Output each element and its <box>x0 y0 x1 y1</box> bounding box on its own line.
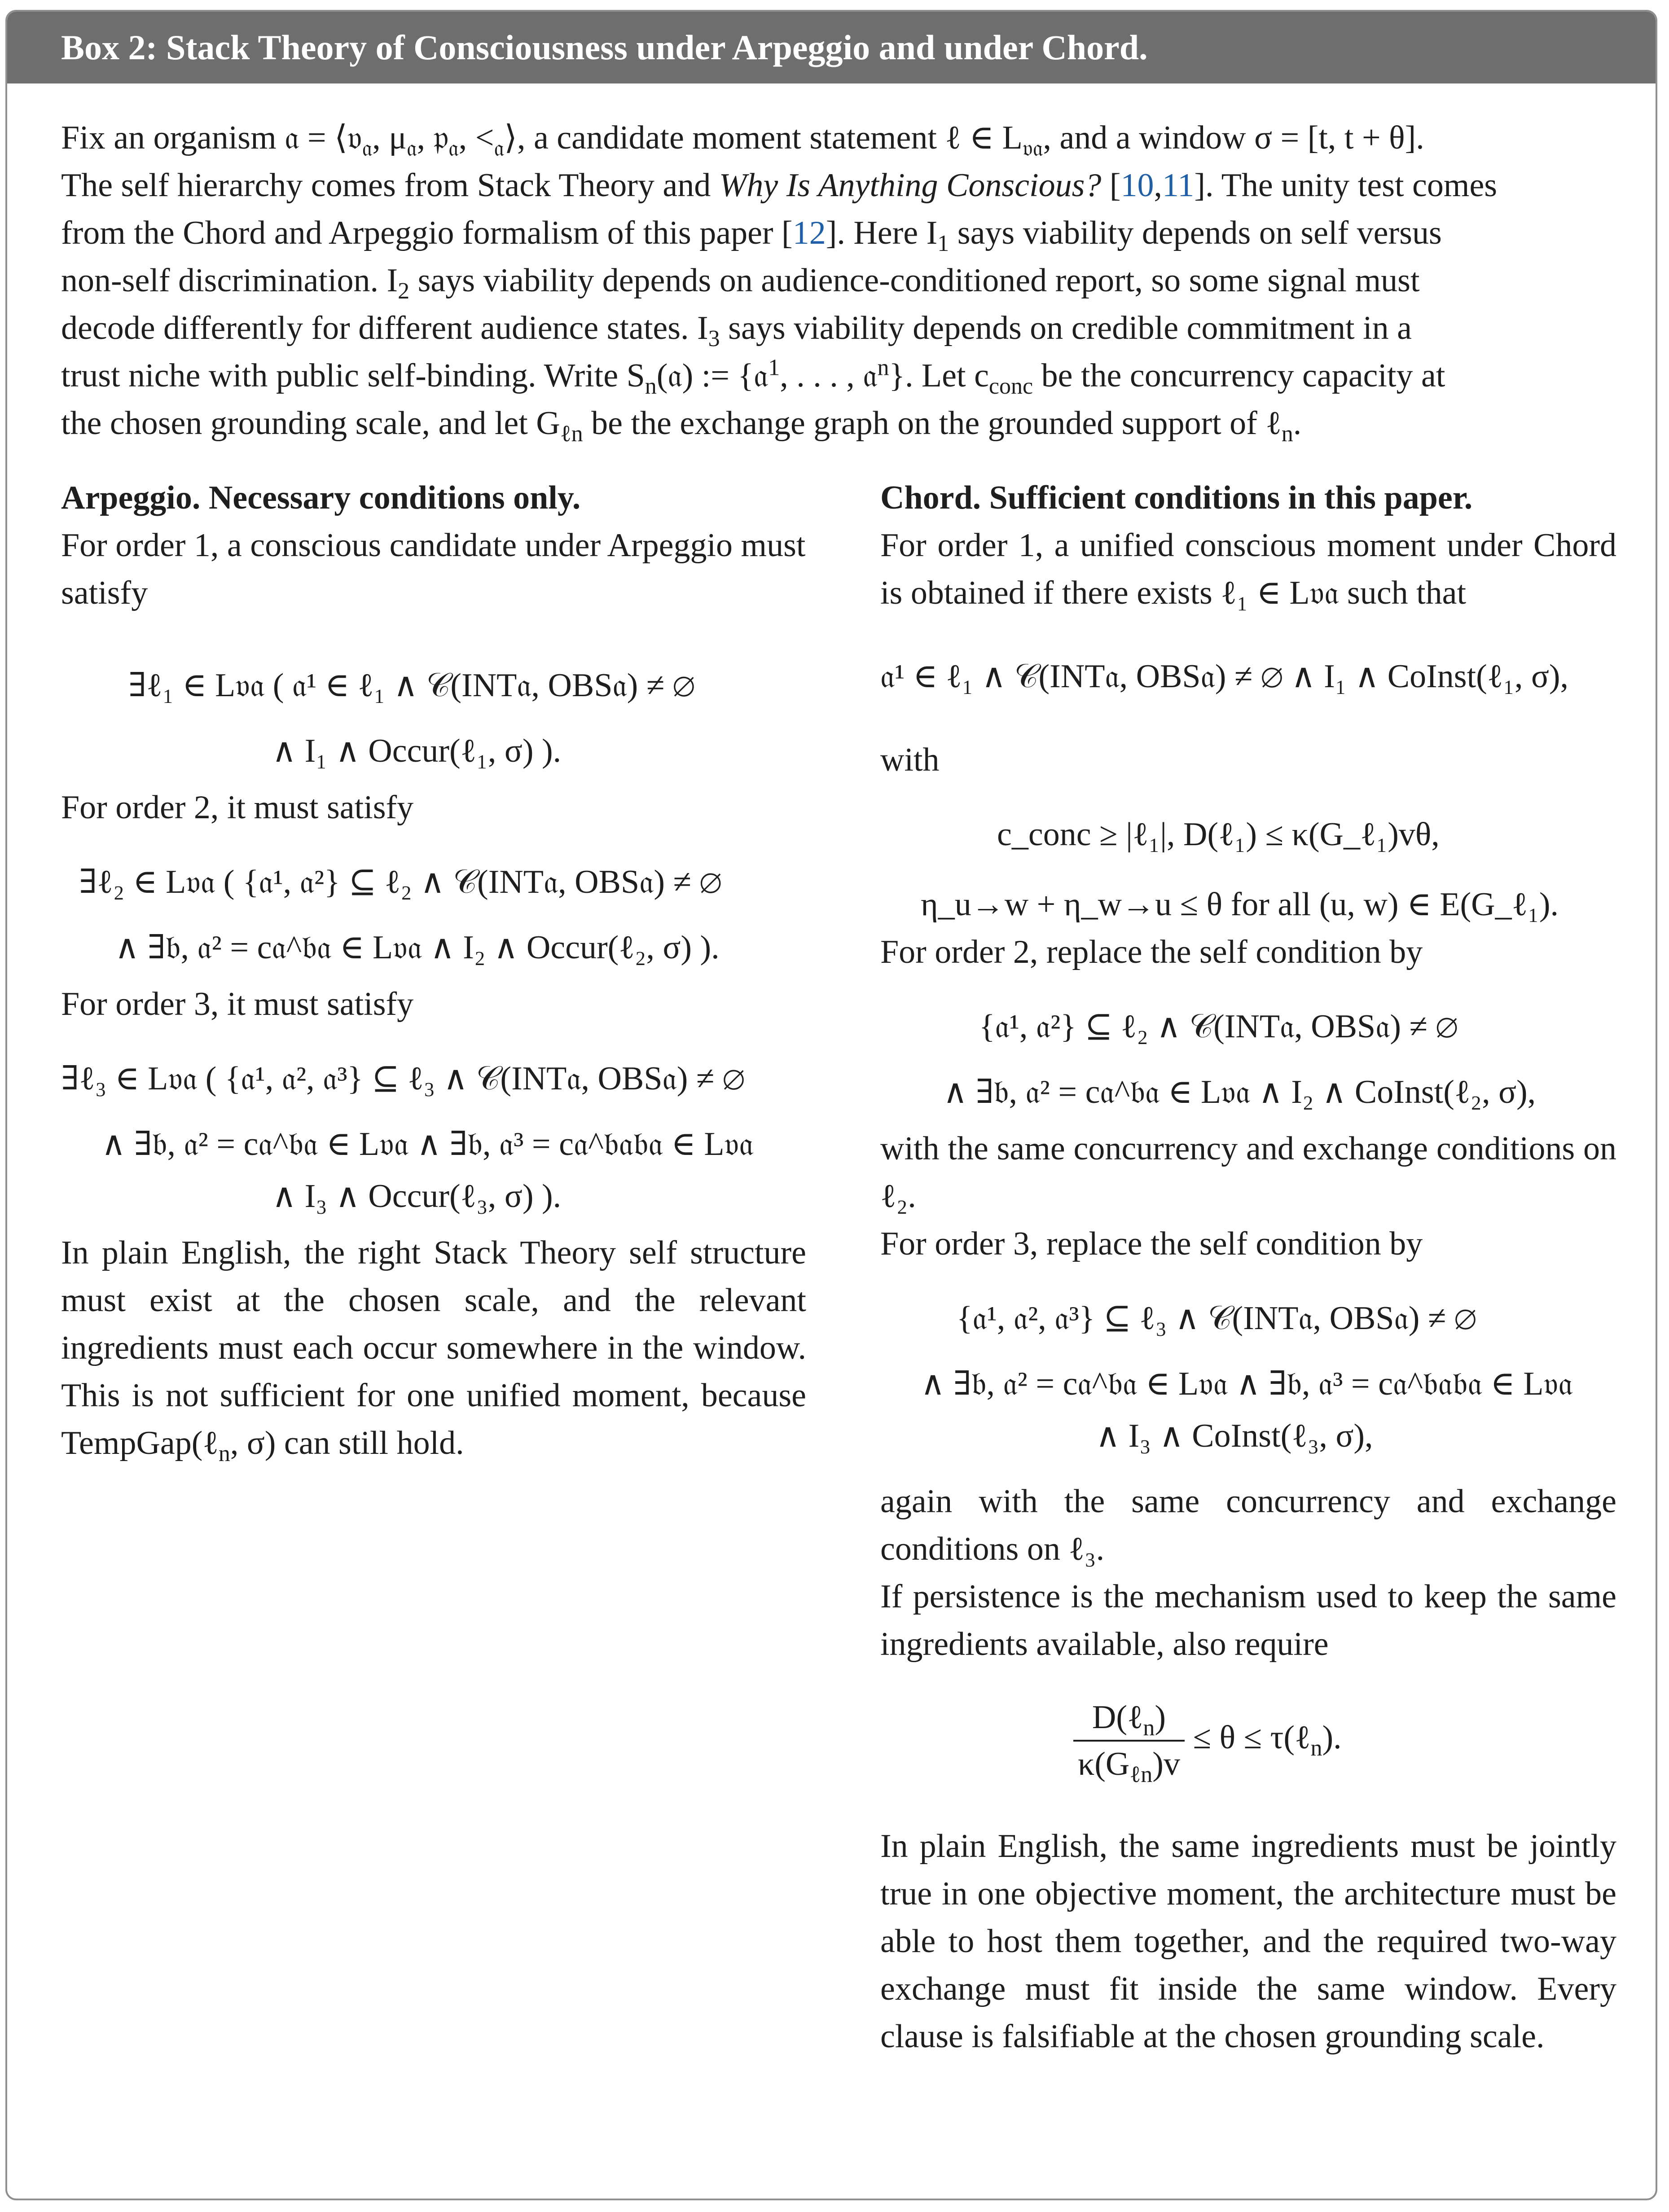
arpeggio-eq2-line2: ∧ ∃𝔟, 𝔞² = c𝔞^𝔟𝔞 ∈ L𝔳𝔞 ∧ I₂ ∧ Occur(ℓ₂, σ) ). <box>115 929 720 966</box>
chord-eq2-line1: {𝔞¹, 𝔞²} ⊆ ℓ₂ ∧ 𝒞(INT𝔞, OBS𝔞) ≠ ∅ <box>979 1008 1458 1045</box>
chord-persistence-inequality: $\frac{D(\ell_n)}{\kappa(G_{\ell n})v}$ ≤ θ ≤ τ(ℓ$_n$). <box>880 1695 1616 1786</box>
chord-eq2-line2: ∧ ∃𝔟, 𝔞² = c𝔞^𝔟𝔞 ∈ L𝔳𝔞 ∧ I₂ ∧ CoInst(ℓ₂, σ), <box>943 1074 1536 1110</box>
intro-paragraph <box>61 114 1605 447</box>
arpeggio-eq1-line1: ∃ℓ₁ ∈ L𝔳𝔞 ( 𝔞¹ ∈ ℓ₁ ∧ 𝒞(INT𝔞, OBS𝔞) ≠ ∅ <box>128 667 695 704</box>
chord-eq1: 𝔞¹ ∈ ℓ₁ ∧ 𝒞(INT𝔞, OBS𝔞) ≠ ∅ ∧ I₁ ∧ CoInst(ℓ₁, σ), <box>880 658 1569 695</box>
intro-line-7: the chosen grounding scale, and let $G_{\ell n}$ be the exchange graph on the grounded support of ℓ$_n$. <box>61 405 1302 447</box>
intro-line-2: The self hierarchy comes from Stack Theory and Why Is Anything Conscious? [10,11]. The unity test comes <box>61 167 1498 204</box>
persistence-fraction: $\frac{D(\ell_n)}{\kappa(G_{\ell n})v}$ <box>1073 1695 1185 1786</box>
arpeggio-eq3-line3: ∧ I₃ ∧ Occur(ℓ₃, σ) ). <box>272 1178 562 1215</box>
arpeggio-eq2-line1: ∃ℓ₂ ∈ L𝔳𝔞 ( {𝔞¹, 𝔞²} ⊆ ℓ₂ ∧ 𝒞(INT𝔞, OBS𝔞) ≠ ∅ <box>79 864 722 900</box>
chord-with-text: with <box>880 742 940 778</box>
chord-order1-text: For order 1, a unified conscious moment under Chord is obtained if there exists ℓ₁ ∈ L𝔳𝔞 such that <box>880 527 1616 611</box>
box-2 <box>5 10 1657 2200</box>
arpeggio-order2-text: For order 2, it must satisfy <box>61 789 414 826</box>
arpeggio-order3-text: For order 3, it must satisfy <box>61 986 414 1023</box>
arpeggio-order1-text: For order 1, a conscious candidate under Arpeggio must satisfy <box>61 527 806 611</box>
book-title: Why Is Anything Conscious? <box>719 167 1102 204</box>
chord-order2-text: For order 2, replace the self condition by <box>880 934 1423 970</box>
arpeggio-eq1-line2: ∧ I₁ ∧ Occur(ℓ₁, σ) ). <box>272 733 562 769</box>
intro-line-1: Fix an organism 𝔞 = ⟨𝔳$_𝔞$, $\mu_𝔞$, 𝔭$_𝔞$, $<_𝔞⟩$, a candidate moment statement ℓ ∈ $L_{𝔳𝔞}$, and a window σ = [t, t + θ]. <box>61 119 1424 161</box>
citation-12[interactable]: 12 <box>792 215 826 251</box>
intro-line-4: non-self discrimination. $I_2$ says viability depends on audience-conditioned report, so some signal must <box>61 262 1420 304</box>
arpeggio-eq3-line2: ∧ ∃𝔟, 𝔞² = c𝔞^𝔟𝔞 ∈ L𝔳𝔞 ∧ ∃𝔟, 𝔞³ = c𝔞^𝔟𝔞𝔟𝔞 ∈ L𝔳𝔞 <box>101 1126 754 1163</box>
chord-persistence-text: If persistence is the mechanism used to keep the same ingredients available, also require <box>880 1578 1616 1663</box>
chord-heading: Chord. Sufficient conditions in this paper. <box>880 479 1473 516</box>
chord-eq3-line2: ∧ ∃𝔟, 𝔞² = c𝔞^𝔟𝔞 ∈ L𝔳𝔞 ∧ ∃𝔟, 𝔞³ = c𝔞^𝔟𝔞𝔟𝔞 ∈ L𝔳𝔞 <box>921 1365 1573 1402</box>
box-title: Box 2: Stack Theory of Consciousness under Arpeggio and under Chord. <box>7 12 1656 83</box>
chord-cond-line1: c_conc ≥ |ℓ₁|, D(ℓ₁) ≤ κ(G_ℓ₁)vθ, <box>997 816 1440 853</box>
intro-line-6: trust niche with public self-binding. Write $S_n(𝔞)$ := {𝔞$^1$, . . . , 𝔞$^n$}. Let $c_{conc}$ be the concurrency capacity at <box>61 355 1445 399</box>
chord-same-conditions-2: with the same concurrency and exchange conditions on ℓ₂. <box>880 1130 1616 1215</box>
intro-line-3: from the Chord and Arpeggio formalism of this paper [12]. Here $I_1$ says viability depends on self versus <box>61 215 1442 256</box>
intro-line-5: decode differently for different audience states. $I_3$ says viability depends on credible commitment in a <box>61 310 1412 351</box>
chord-plain-english: In plain English, the same ingredients must be jointly true in one objective moment, the architecture must be able to host them together, and the required two-way exchange must fit inside the same window. Every clause is falsifiable at the chosen grounding scale. <box>880 1828 1616 2055</box>
arpeggio-column <box>61 474 806 1467</box>
chord-column <box>880 474 1616 2060</box>
citation-10[interactable]: 10 <box>1120 167 1154 204</box>
chord-same-conditions-3: again with the same concurrency and exchange conditions on ℓ₃. <box>880 1483 1616 1567</box>
chord-eq3-line3: ∧ I₃ ∧ CoInst(ℓ₃, σ), <box>1096 1418 1373 1454</box>
arpeggio-plain-english: In plain English, the right Stack Theory self structure must exist at the chosen scale, and the relevant ingredients must each occur somewhere in the window. This is not sufficient for one unified moment, because TempGap(ℓ$_n$, σ) can still hold. <box>61 1234 806 1466</box>
chord-order3-text: For order 3, replace the self condition by <box>880 1225 1423 1262</box>
chord-eq3-line1: {𝔞¹, 𝔞², 𝔞³} ⊆ ℓ₃ ∧ 𝒞(INT𝔞, OBS𝔞) ≠ ∅ <box>957 1300 1477 1337</box>
citation-11[interactable]: 11 <box>1162 167 1195 204</box>
arpeggio-eq3-line1: ∃ℓ₃ ∈ L𝔳𝔞 ( {𝔞¹, 𝔞², 𝔞³} ⊆ ℓ₃ ∧ 𝒞(INT𝔞, OBS𝔞) ≠ ∅ <box>61 1060 745 1097</box>
chord-cond-line2: η_u→w + η_w→u ≤ θ for all (u, w) ∈ E(G_ℓ₁). <box>921 886 1559 923</box>
arpeggio-heading: Arpeggio. Necessary conditions only. <box>61 479 581 516</box>
